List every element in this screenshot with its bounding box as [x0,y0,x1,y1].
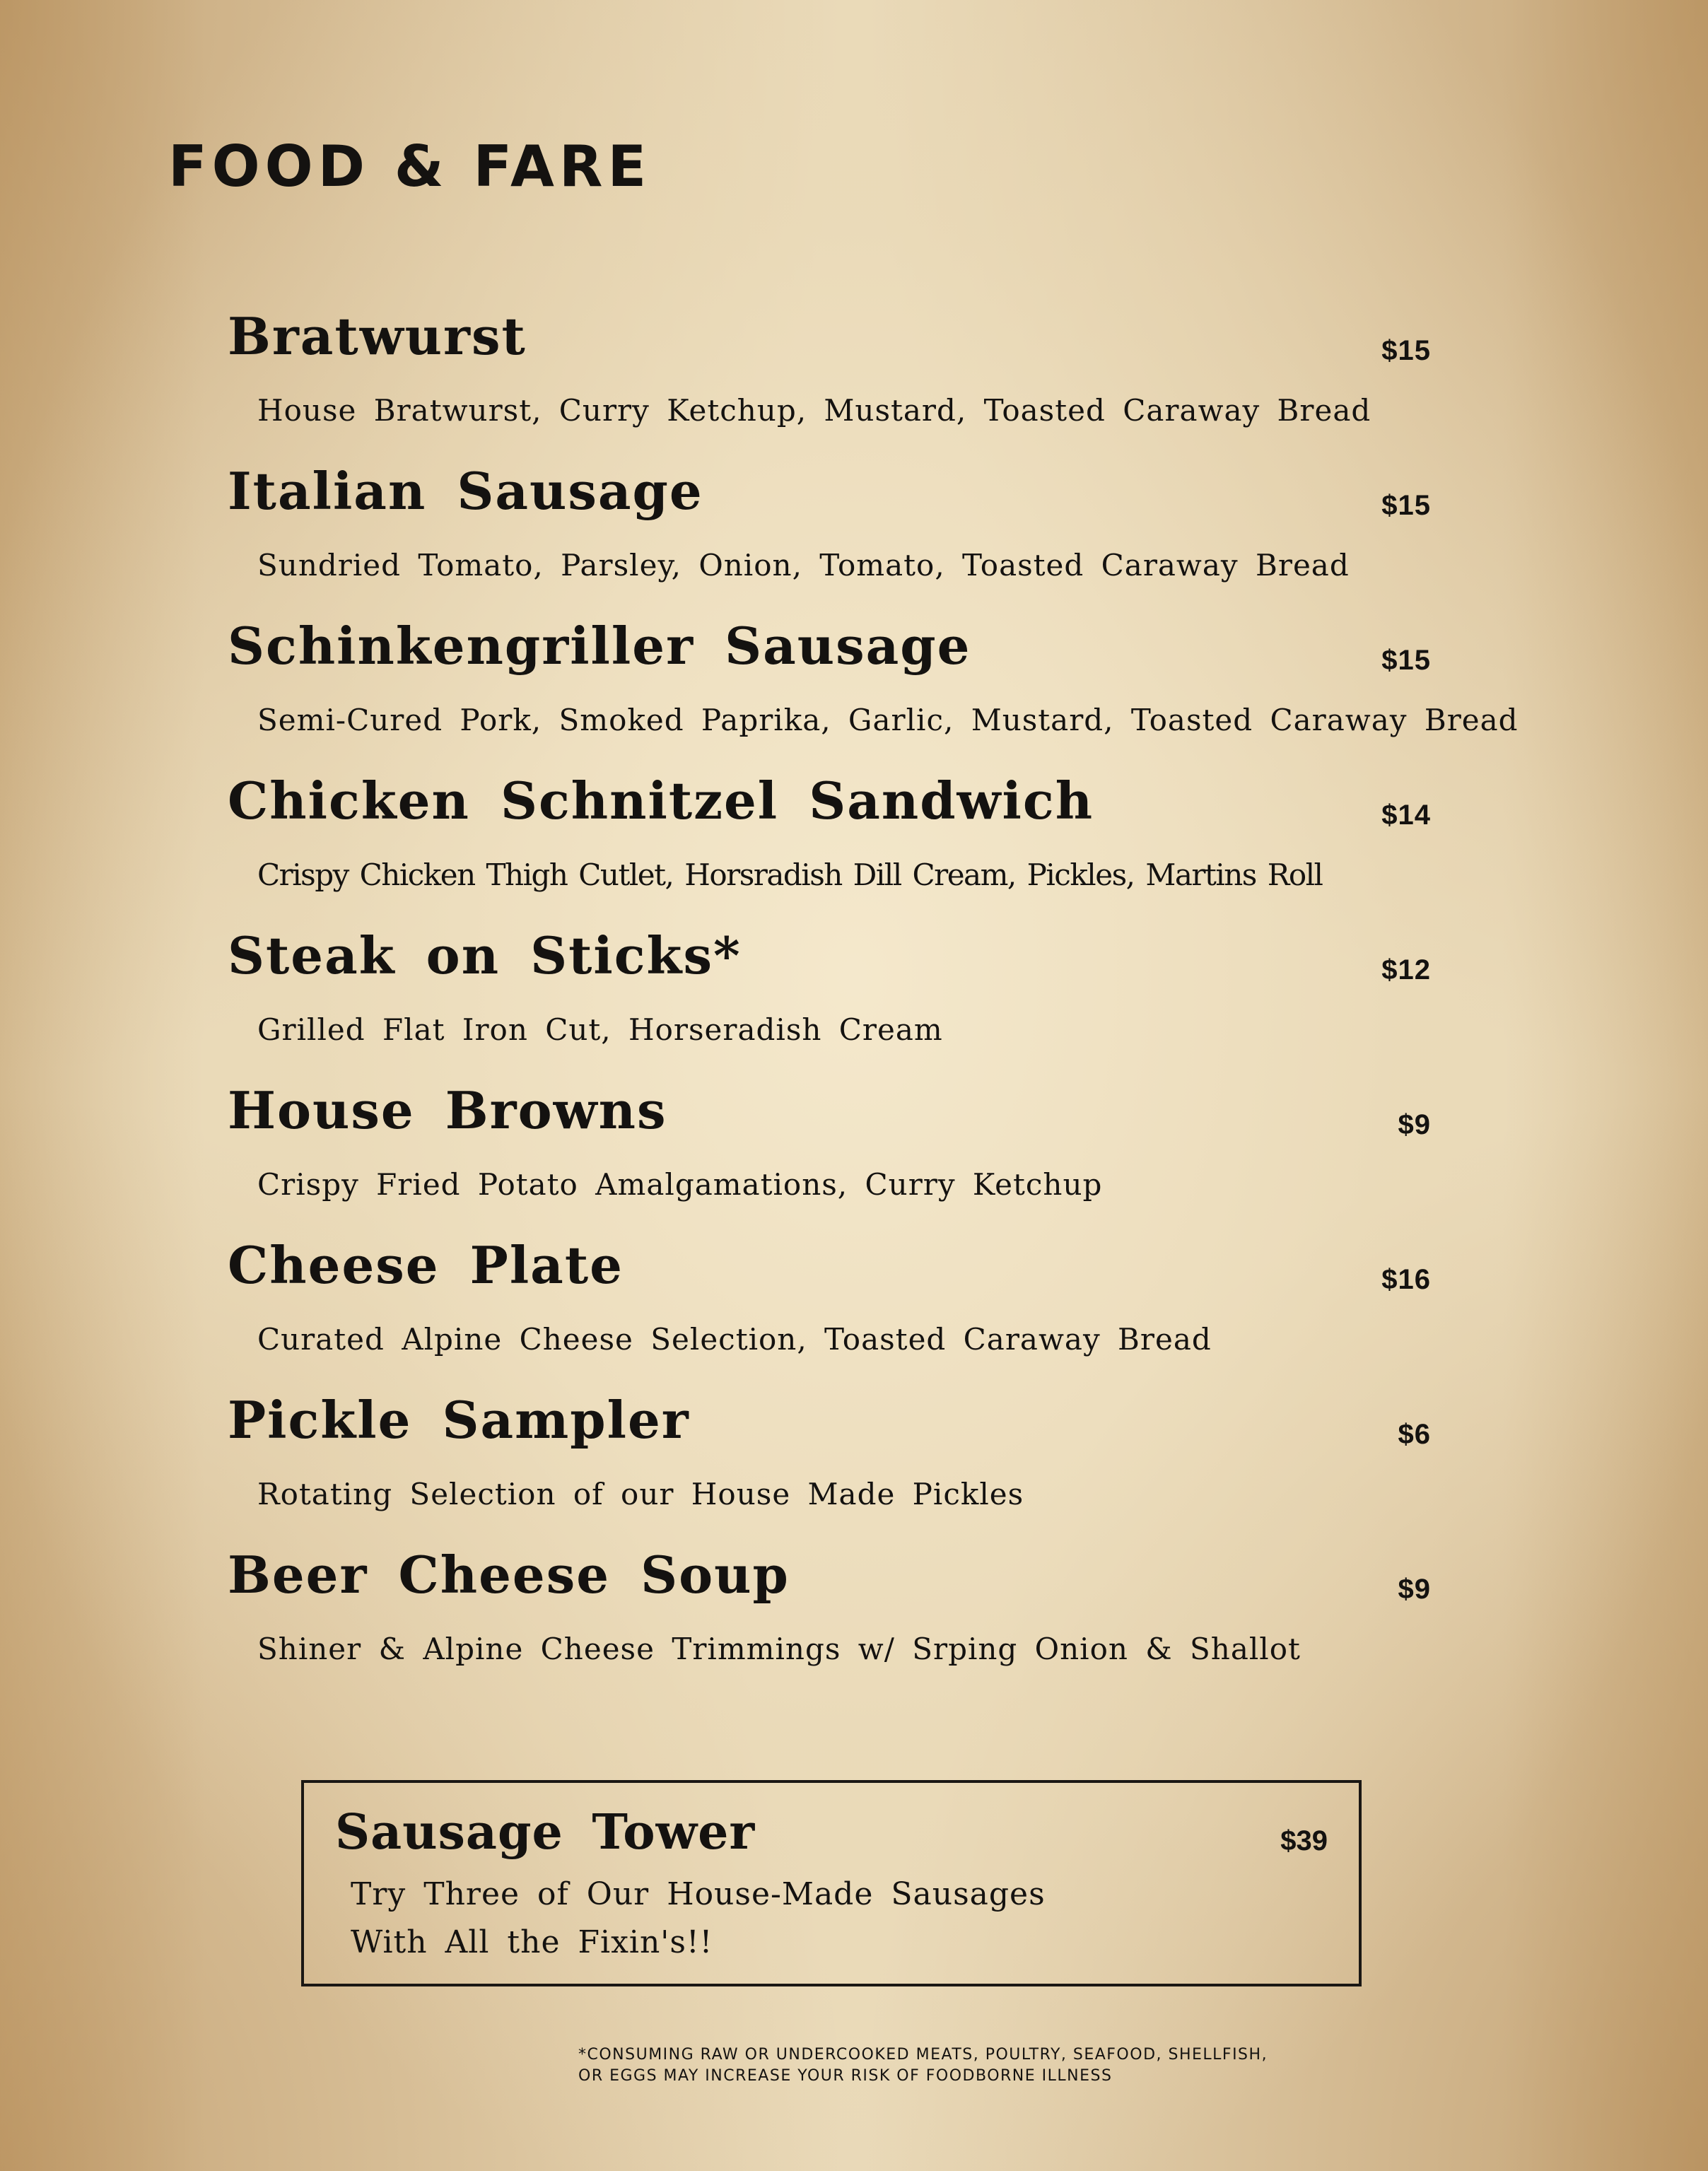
disclaimer-line-1: *CONSUMING RAW OR UNDERCOOKED MEATS, POULTRY, SEAFOOD, SHELLFISH, [578,2046,1268,2064]
item-name: Cheese Plate [228,1235,624,1295]
featured-item-box [301,1780,1362,1986]
item-price: $15 [1381,490,1431,521]
item-description: Rotating Selection of our House Made Pickles [257,1477,1024,1511]
item-description: Shiner & Alpine Cheese Trimmings w/ Srping Onion & Shallot [257,1632,1301,1666]
menu-item-house-browns [228,1079,1507,1234]
item-price: $15 [1381,335,1431,366]
item-name: Italian Sausage [228,461,703,521]
menu-item-schinkengriller-sausage [228,615,1519,770]
item-description: Crispy Fried Potato Amalgamations, Curry Ketchup [257,1167,1103,1202]
item-price: $9 [1398,1574,1431,1605]
item-name: Schinkengriller Sausage [228,616,971,676]
item-price: $14 [1381,800,1431,831]
item-price: $9 [1398,1109,1431,1140]
featured-item-price: $39 [1280,1825,1328,1856]
menu-item-beer-cheese-soup [228,1544,1507,1699]
item-description: Semi-Cured Pork, Smoked Paprika, Garlic, Mustard, Toasted Caraway Bread [257,703,1519,737]
menu-item-chicken-schnitzel-sandwich [228,770,1507,925]
featured-item-description-line-2: With All the Fixin's!! [351,1924,713,1960]
item-price: $6 [1398,1419,1431,1450]
menu-item-cheese-plate [228,1234,1507,1389]
menu-item-steak-on-sticks [228,925,1507,1079]
item-name: Steak on Sticks* [228,925,742,985]
item-price: $12 [1381,954,1431,985]
menu-list [228,305,1519,1699]
item-name: Bratwurst [228,306,527,366]
item-name: Chicken Schnitzel Sandwich [228,771,1094,831]
item-name: House Browns [228,1080,667,1140]
menu-item-bratwurst [228,305,1507,460]
featured-item-name: Sausage Tower [335,1804,756,1861]
page-title: FOOD & FARE [168,134,652,199]
item-description: Sundried Tomato, Parsley, Onion, Tomato, Toasted Caraway Bread [257,548,1350,583]
item-price: $15 [1381,645,1431,676]
featured-item-description-line-1: Try Three of Our House-Made Sausages [351,1876,1046,1912]
item-description: House Bratwurst, Curry Ketchup, Mustard, Toasted Caraway Bread [257,393,1371,428]
item-description: Curated Alpine Cheese Selection, Toasted Caraway Bread [257,1322,1212,1357]
menu-item-italian-sausage [228,460,1507,615]
item-name: Pickle Sampler [228,1390,690,1450]
disclaimer-line-2: OR EGGS MAY INCREASE YOUR RISK OF FOODBORNE ILLNESS [578,2067,1113,2085]
item-description: Crispy Chicken Thigh Cutlet, Horsradish Dill Cream, Pickles, Martins Roll [257,858,1323,892]
menu-item-pickle-sampler [228,1389,1507,1544]
food-safety-disclaimer [578,2044,1268,2087]
item-name: Beer Cheese Soup [228,1545,790,1605]
item-price: $16 [1381,1264,1431,1295]
item-description: Grilled Flat Iron Cut, Horseradish Cream [257,1012,943,1047]
